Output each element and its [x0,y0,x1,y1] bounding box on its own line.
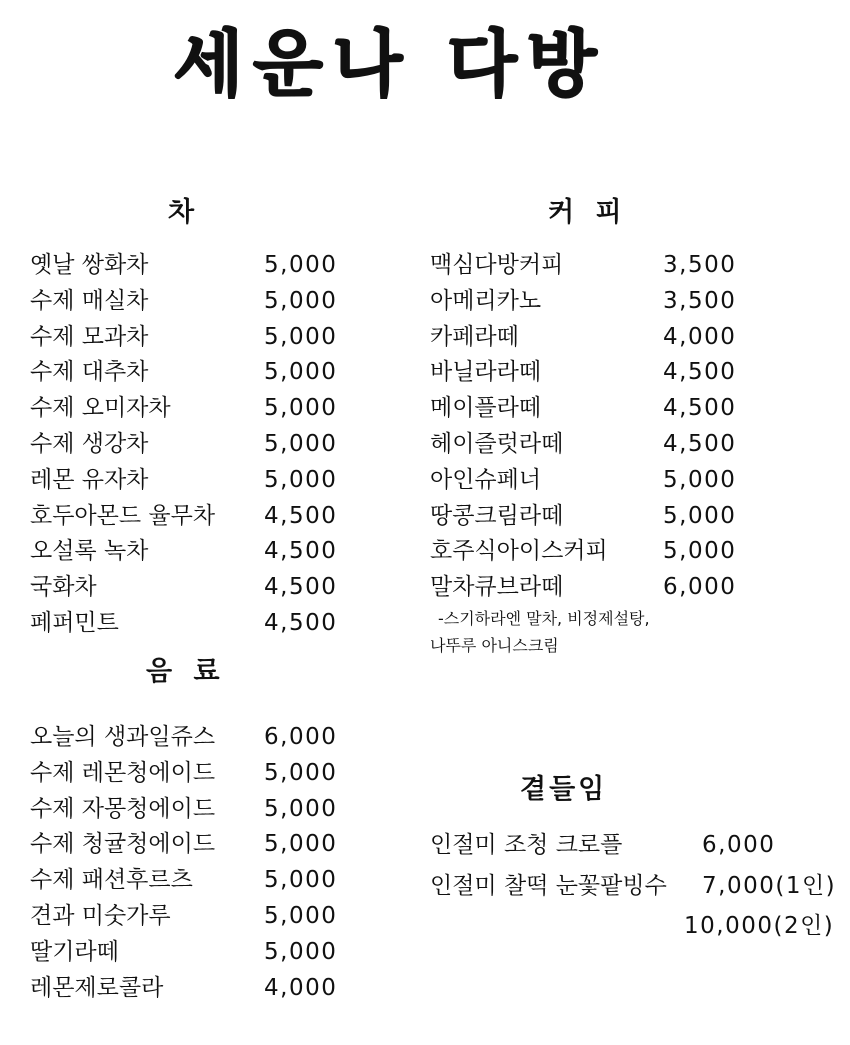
menu-item-price: 4,500 [663,431,737,457]
menu-item-name: 수제 오미자차 [30,395,171,422]
menu-item-price: 3,500 [663,252,737,278]
menu-item-name: 옛날 쌍화차 [30,252,149,278]
menu-item-name: 말차큐브라떼 [430,574,564,601]
menu-item-price: 6,000 [702,832,776,858]
menu-item-name: 호두아몬드 율무차 [30,502,216,529]
menu-item [30,791,360,827]
menu-item [30,826,360,862]
bingsu-2-person-price-row [684,908,844,944]
sides-heading: 곁들임 [520,774,608,805]
menu-item [30,569,360,605]
menu-item [30,755,360,791]
menu-item [30,862,360,898]
menu-item-name: 오늘의 생과일쥬스 [30,724,216,750]
menu-item-price: 4,000 [264,974,338,1001]
menu-item [430,462,760,498]
menu-item-price: 5,000 [264,466,338,493]
menu-item-price: 4,500 [264,538,338,565]
menu-item-name: 수제 생강차 [30,431,149,457]
menu-item-price: 5,000 [663,502,737,529]
menu-item-name: 아메리카노 [430,287,542,314]
menu-item-price: 5,000 [264,759,338,786]
menu-item-price: 5,000 [264,252,338,278]
menu-item [30,533,360,569]
menu-item-name: 수제 청귤청에이드 [30,831,216,858]
menu-item-price: 5,000 [264,831,338,858]
menu-item [30,390,360,426]
menu-item-name: 오설록 녹차 [30,538,149,565]
menu-item [30,354,360,390]
menu-item [30,970,360,1006]
menu-item [430,426,760,462]
menu-item-price: 6,000 [264,724,338,750]
menu-item-price: 5,000 [264,287,338,314]
menu-item [30,498,360,534]
menu-item-price: 4,500 [264,502,338,529]
menu-item-name: 견과 미숫가루 [30,903,171,929]
coffee-note-line-2: 나뚜루 아니스크림 [430,636,559,655]
menu-item-price: 5,000 [264,938,338,965]
menu-item [430,354,760,390]
menu-item-name: 메이플라떼 [430,395,542,422]
menu-item-price: 5,000 [264,795,338,822]
menu-item-price: 5,000 [264,431,338,457]
menu-item-name: 딸기라떼 [30,938,119,965]
menu-item-price: 4,500 [663,359,737,386]
menu-item [430,569,760,605]
coffee-heading: 커 피 [548,197,628,228]
menu-item-name: 수제 패션후르츠 [30,867,193,894]
menu-item-price: 5,000 [264,867,338,894]
menu-item-price: 7,000(1인) [702,872,837,899]
menu-item-name: 레몬제로콜라 [30,974,164,1001]
menu-item [430,247,760,283]
menu-item-name: 땅콩크림라떼 [430,502,564,529]
menu-item-price: 3,500 [663,287,737,314]
menu-item [430,283,760,319]
coffee-note-line-1: -스기하라엔 말차, 비정제설탕, [438,609,650,628]
menu-item-name: 국화차 [30,574,97,601]
menu-item-price: 5,000 [663,466,737,493]
menu-item-price: 4,500 [264,574,338,601]
menu-item-name: 페퍼민트 [30,610,119,636]
menu-item [30,319,360,355]
menu-item-name: 인절미 찰떡 눈꽃팥빙수 [430,872,667,899]
cafe-title: 세운나 다방 [173,22,607,106]
menu-item-name: 인절미 조청 크로플 [430,832,623,858]
drinks-heading: 음 료 [146,656,226,687]
menu-item [430,498,760,534]
menu-item-name: 수제 레몬청에이드 [30,759,216,786]
menu-item-price: 4,000 [663,323,737,350]
menu-item-name: 헤이즐럿라떼 [430,431,564,457]
menu-item [30,462,360,498]
menu-item-name: 호주식아이스커피 [430,538,608,565]
menu-item [430,868,844,904]
menu-item-name: 아인슈페너 [430,466,542,493]
menu-item [30,283,360,319]
menu-item-price: 5,000 [264,395,338,422]
menu-item [30,934,360,970]
menu-item-name: 수제 자몽청에이드 [30,795,216,822]
menu-item [430,533,760,569]
bingsu-2-person-price: 10,000(2인) [684,913,835,939]
menu-item [30,898,360,934]
menu-item-price: 5,000 [264,323,338,350]
menu-item [30,605,360,641]
menu-item-name: 레몬 유자차 [30,466,149,493]
menu-item [430,390,760,426]
menu-item-price: 6,000 [663,574,737,601]
menu-item-price: 4,500 [663,395,737,422]
menu-item-price: 4,500 [264,610,338,636]
menu-item-name: 수제 모과차 [30,323,149,350]
menu-item [30,719,360,755]
menu-item-name: 수제 매실차 [30,287,149,314]
menu-item-name: 카페라떼 [430,323,519,350]
menu-item [30,426,360,462]
menu-item-name: 바닐라라떼 [430,359,542,386]
menu-item-price: 5,000 [264,903,338,929]
menu-item [430,319,760,355]
menu-item-price: 5,000 [663,538,737,565]
menu-item-name: 맥심다방커피 [430,252,564,278]
menu-item [30,247,360,283]
tea-heading: 차 [168,197,201,228]
menu-item [430,827,844,863]
menu-item-price: 5,000 [264,359,338,386]
menu-item-name: 수제 대추차 [30,359,149,386]
